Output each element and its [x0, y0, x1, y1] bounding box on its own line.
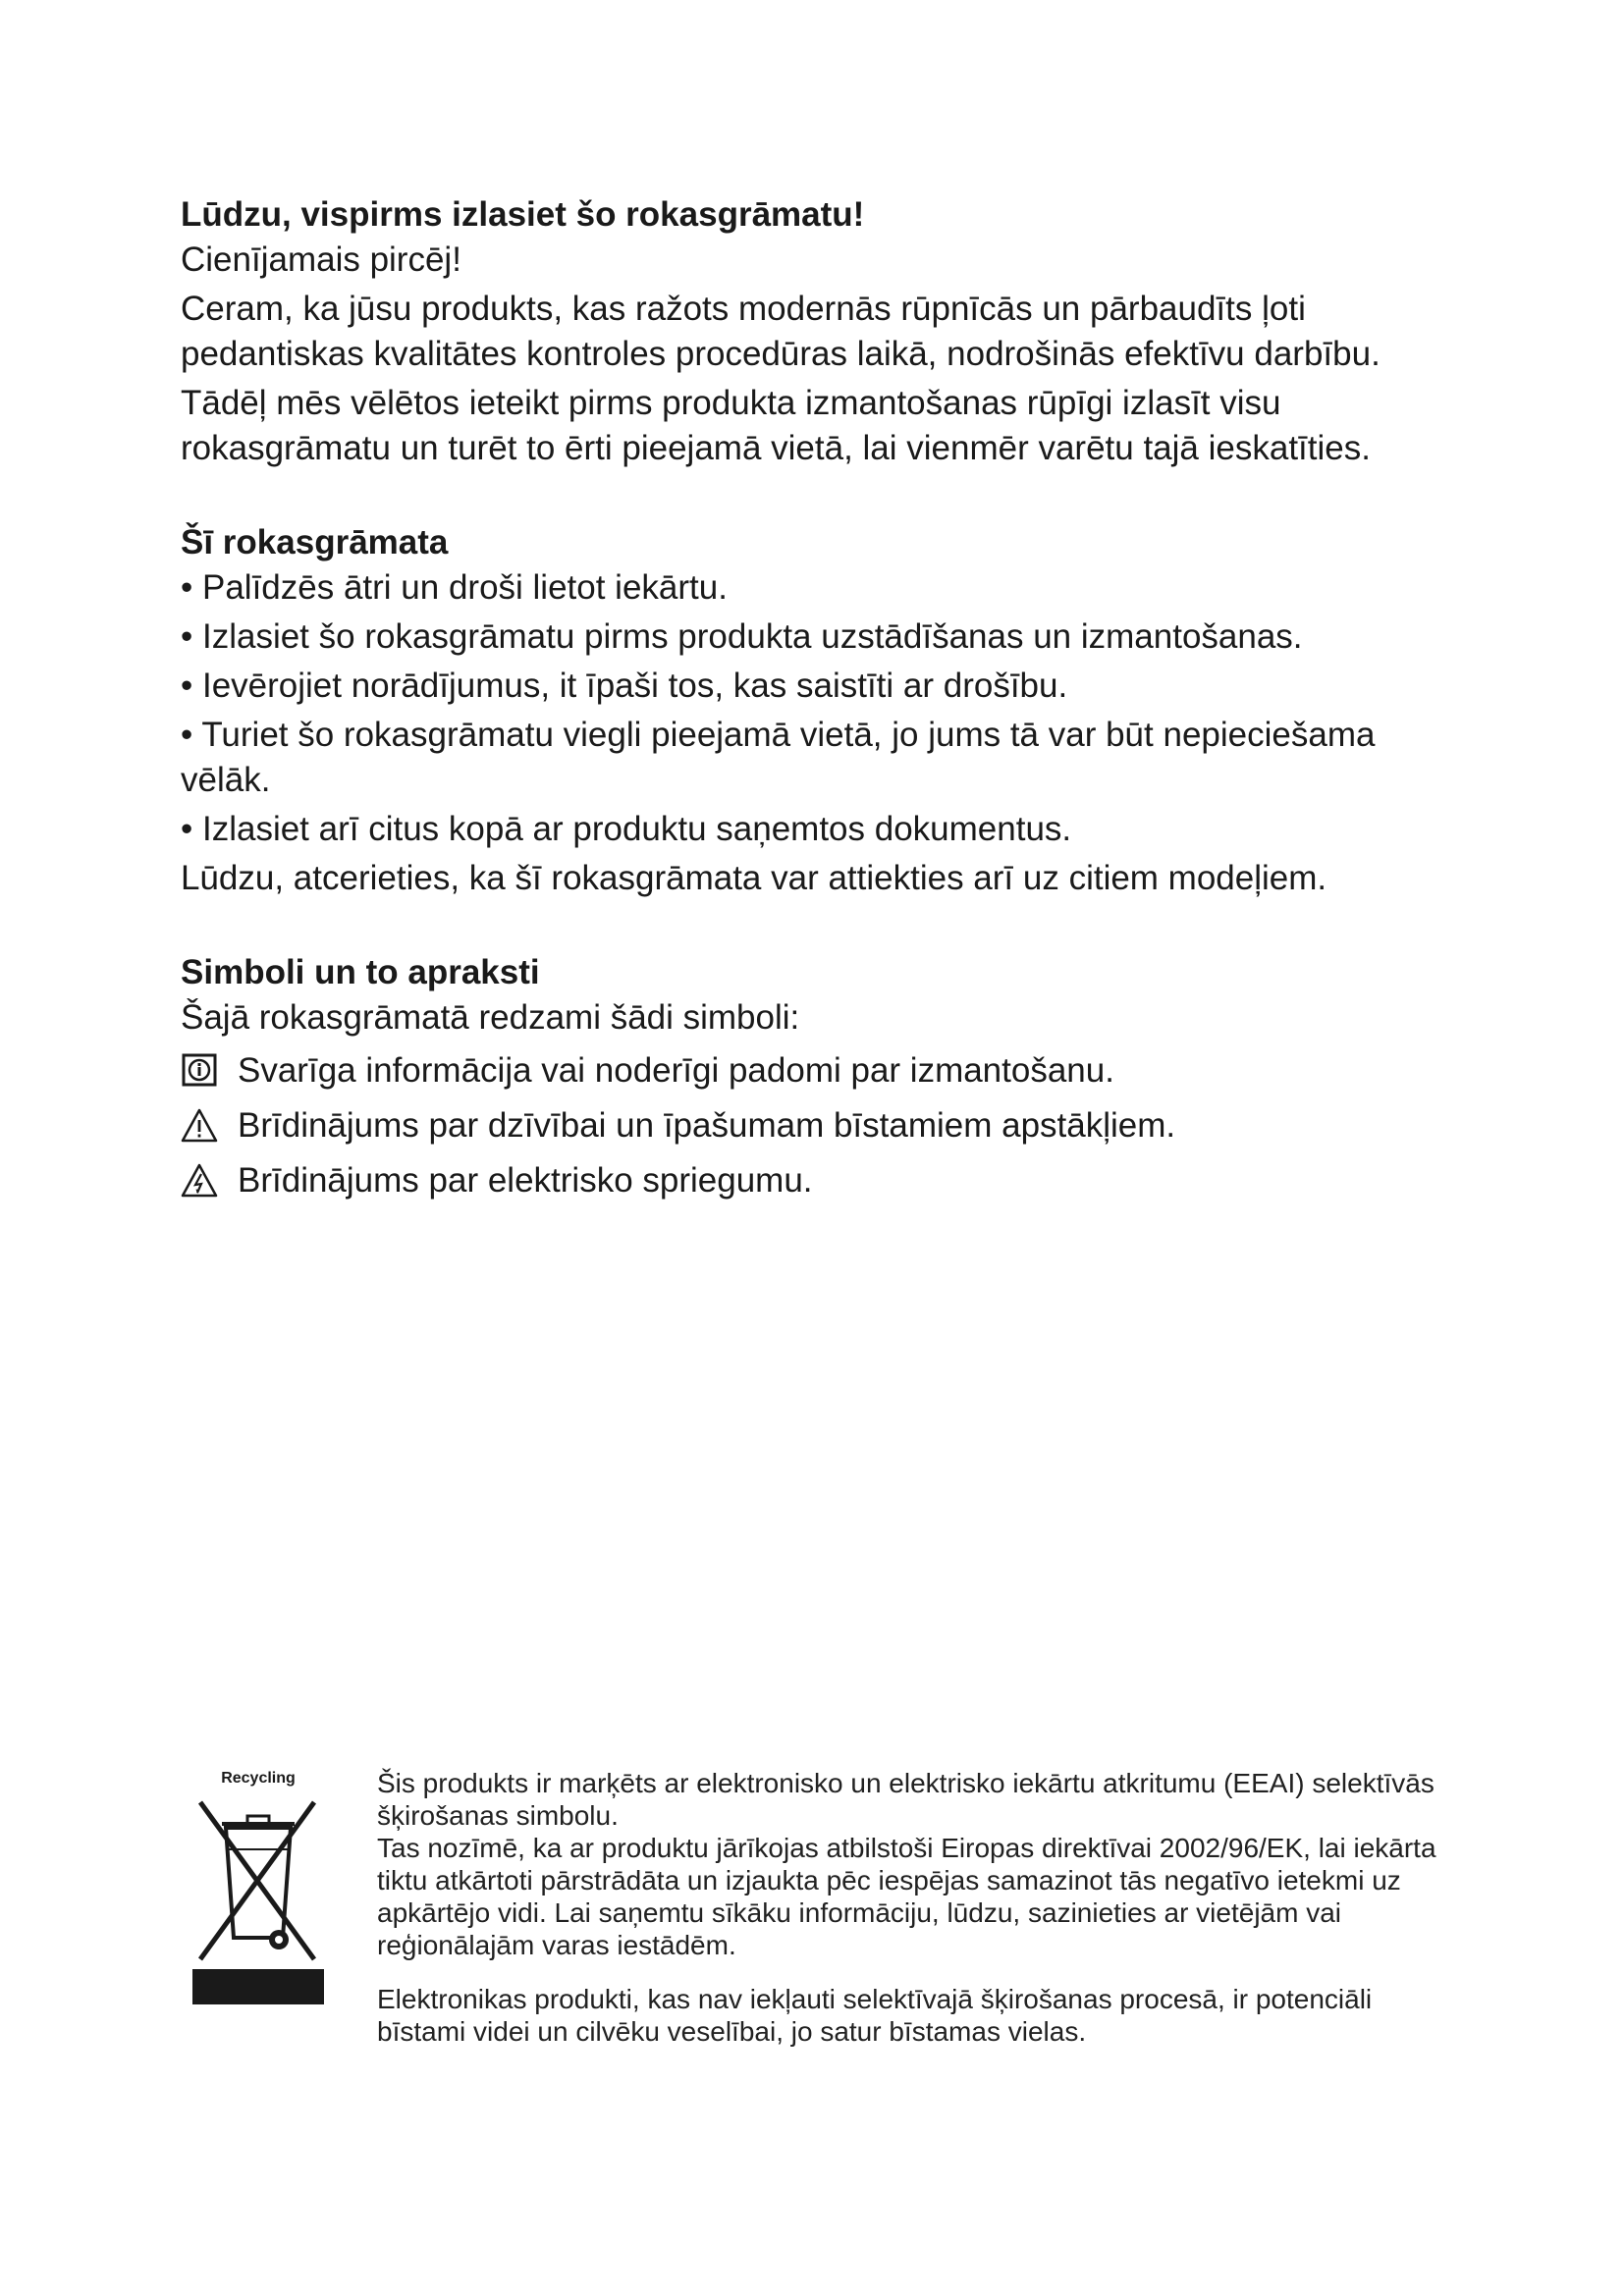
- intro-greeting: Cienījamais pircēj!: [181, 240, 461, 279]
- info-icon: [181, 1052, 218, 1090]
- intro-paragraph-1: Ceram, ka jūsu produkts, kas ražots modernās rūpnīcās un pārbaudīts ļoti pedantiskas kvalitātes kontroles procedūras laikā, nodrošinās efektīvu darbību.: [181, 290, 1380, 373]
- symbol-row-info: [181, 1048, 1447, 1094]
- symbols-title: Simboli un to apraksti: [181, 953, 540, 991]
- manual-bullet: • Izlasiet šo rokasgrāmatu pirms produkta uzstādīšanas un izmantošanas.: [181, 617, 1303, 656]
- weee-paragraph-1: Šis produkts ir marķēts ar elektronisko un elektrisko iekārtu atkritumu (EEAI) selektīvās šķirošanas simbolu.: [377, 1768, 1435, 1831]
- recycling-label: Recycling: [221, 1770, 296, 1787]
- manual-section: [181, 520, 1447, 901]
- weee-paragraph-3: Elektronikas produkti, kas nav iekļauti selektīvajā šķirošanas procesā, ir potenciāli bīstami videi un cilvēku veselībai, jo satur bīstamas vielas.: [377, 1984, 1373, 2047]
- symbol-row-warning: [181, 1103, 1447, 1148]
- main-content: [181, 192, 1447, 1213]
- crossed-bin-icon: [192, 1790, 324, 1967]
- manual-note: Lūdzu, atcerieties, ka šī rokasgrāmata var attiekties arī uz citiem modeļiem.: [181, 859, 1327, 897]
- weee-notice: [377, 1767, 1457, 2048]
- warning-icon: [181, 1107, 218, 1145]
- symbols-intro: Šajā rokasgrāmatā redzami šādi simboli:: [181, 998, 800, 1037]
- electric-warning-icon: [181, 1162, 218, 1200]
- manual-bullet: • Palīdzēs ātri un droši lietot iekārtu.: [181, 568, 728, 607]
- symbols-section: [181, 950, 1447, 1203]
- symbol-info-text: Svarīga informācija vai noderīgi padomi par izmantošanu.: [238, 1051, 1114, 1090]
- recycling-symbol: [192, 1769, 324, 2004]
- symbol-row-electric: [181, 1158, 1447, 1203]
- manual-bullet: • Turiet šo rokasgrāmatu viegli pieejamā vietā, jo jums tā var būt nepieciešama vēlāk.: [181, 716, 1376, 799]
- recycling-bar: [192, 1969, 324, 2004]
- manual-bullet: • Ievērojiet norādījumus, it īpaši tos, kas saistīti ar drošību.: [181, 667, 1068, 705]
- symbol-electric-text: Brīdinājums par elektrisko spriegumu.: [238, 1161, 813, 1200]
- intro-title: Lūdzu, vispirms izlasiet šo rokasgrāmatu!: [181, 195, 865, 234]
- symbol-warning-text: Brīdinājums par dzīvībai un īpašumam bīstamiem apstākļiem.: [238, 1106, 1176, 1145]
- manual-bullet: • Izlasiet arī citus kopā ar produktu saņemtos dokumentus.: [181, 810, 1072, 848]
- weee-paragraph-2: Tas nozīmē, ka ar produktu jārīkojas atbilstoši Eiropas direktīvai 2002/96/EK, lai iekārta tiktu atkārtoti pārstrādāta un izjaukta pēc iespējas samazinot tās negatīvo ietekmi uz apkārtējo vidi. Lai saņemtu sīkāku informāciju, lūdzu, sazinieties ar vietējām vai reģionālajām varas iestādēm.: [377, 1833, 1436, 1960]
- intro-paragraph-2: Tādēļ mēs vēlētos ieteikt pirms produkta izmantošanas rūpīgi izlasīt visu rokasgrāmatu un turēt to ērti pieejamā vietā, lai vienmēr varētu tajā ieskatīties.: [181, 384, 1371, 467]
- manual-title: Šī rokasgrāmata: [181, 523, 449, 561]
